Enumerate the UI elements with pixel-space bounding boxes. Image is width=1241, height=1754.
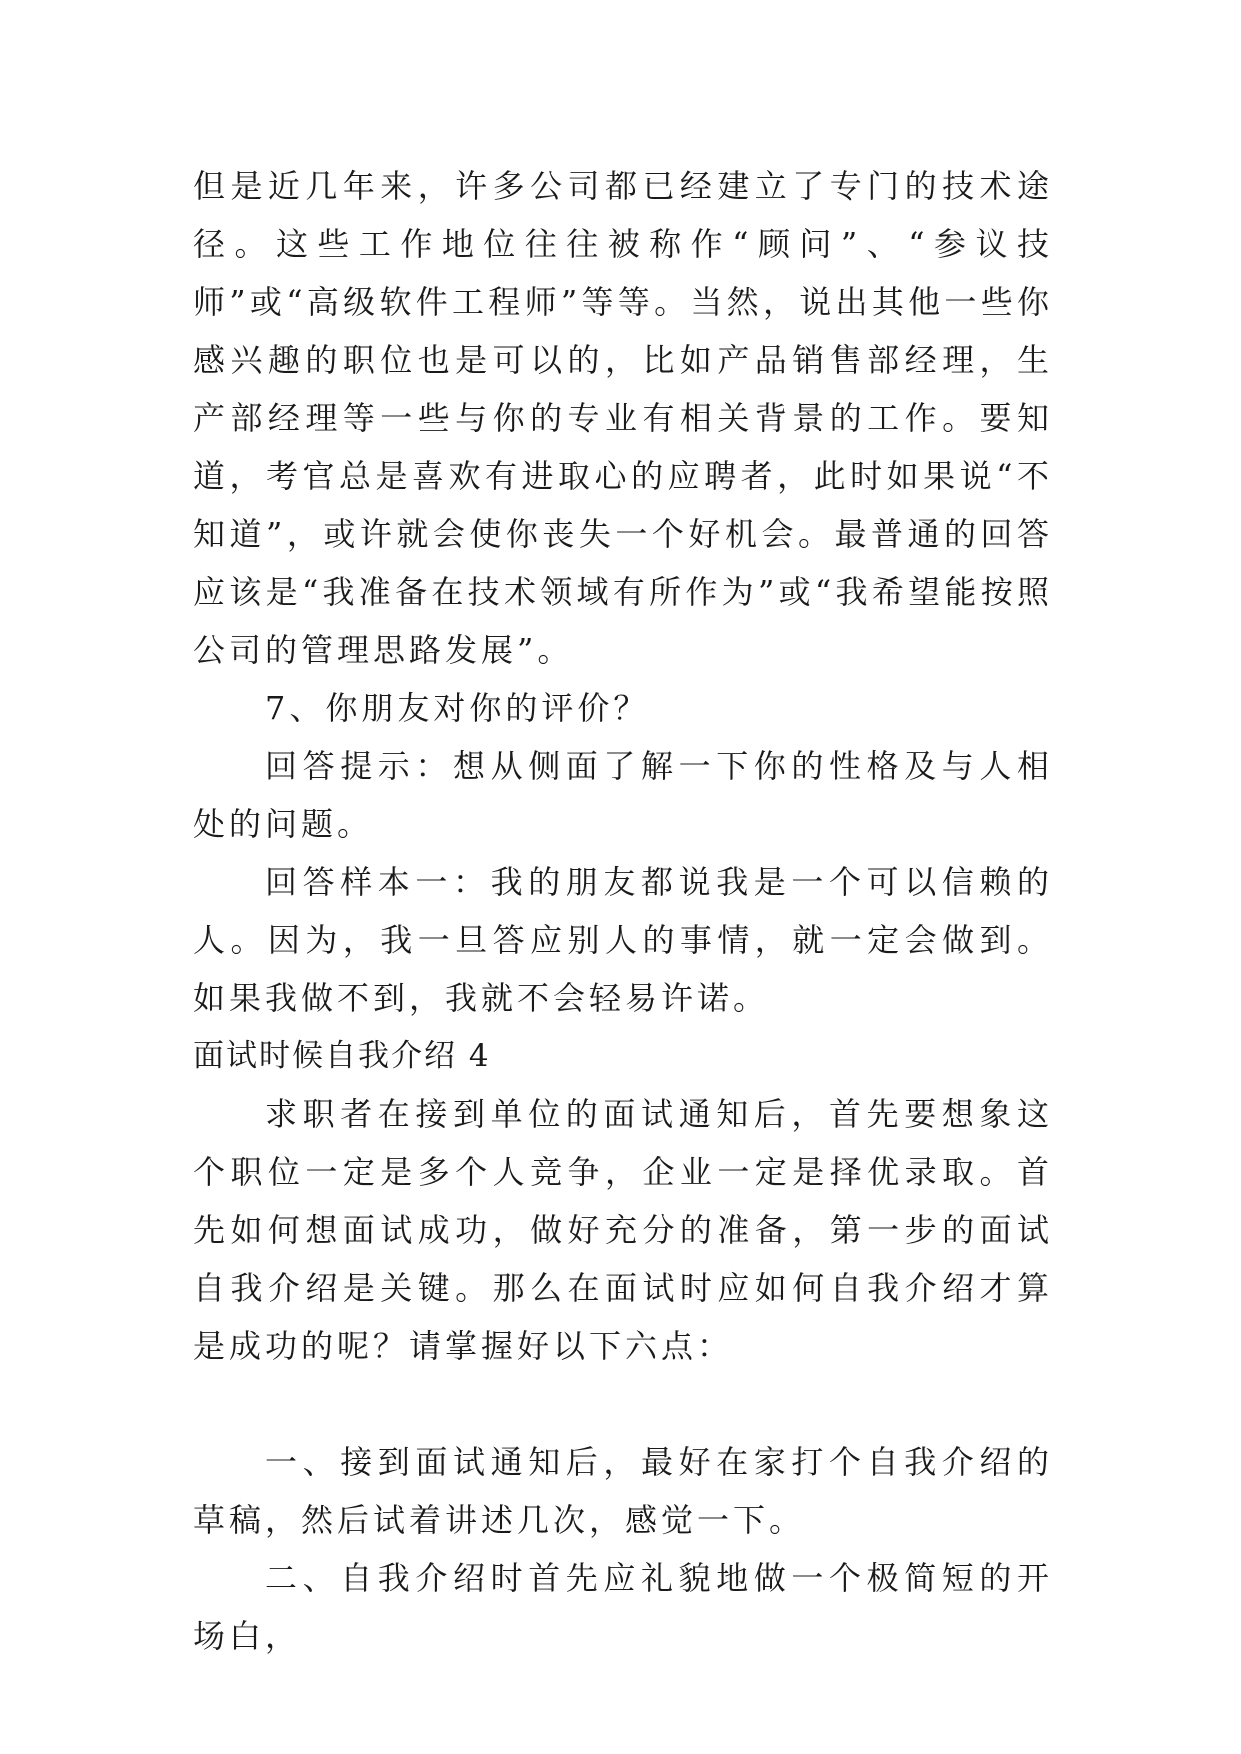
section-title: 面试时候自我介绍 4	[193, 1038, 491, 1074]
point-1: 一、接到面试通知后，最好在家打个自我介绍的草稿，然后试着讲述几次，感觉一下。	[193, 1443, 1053, 1539]
blank-line	[193, 1375, 1053, 1433]
point-2: 二、自我介绍时首先应礼貌地做一个极简短的开场白，	[193, 1559, 1053, 1655]
document-page	[193, 157, 1053, 1665]
answer-sample-1: 回答样本一：我的朋友都说我是一个可以信赖的人。因为，我一旦答应别人的事情，就一定会做到。如果我做不到，我就不会轻易许诺。	[193, 863, 1053, 1017]
answer-hint: 回答提示：想从侧面了解一下你的性格及与人相处的问题。	[193, 747, 1053, 843]
paragraph-career-path: 但是近几年来，许多公司都已经建立了专门的技术途径。这些工作地位往往被称作“顾问”、“参议技师”或“高级软件工程师”等等。当然，说出其他一些你感兴趣的职位也是可以的，比如产品销售部经理，生产部经理等一些与你的专业有相关背景的工作。要知道，考官总是喜欢有进取心的应聘者，此时如果说“不知道”，或许就会使你丧失一个好机会。最普通的回答应该是“我准备在技术领域有所作为”或“我希望能按照公司的管理思路发展”。	[193, 167, 1053, 669]
intro-paragraph: 求职者在接到单位的面试通知后，首先要想象这个职位一定是多个人竞争，企业一定是择优录取。首先如何想面试成功，做好充分的准备，第一步的面试自我介绍是关键。那么在面试时应如何自我介绍才算是成功的呢？请掌握好以下六点：	[193, 1095, 1053, 1365]
question-7: 7、你朋友对你的评价？	[265, 689, 650, 727]
